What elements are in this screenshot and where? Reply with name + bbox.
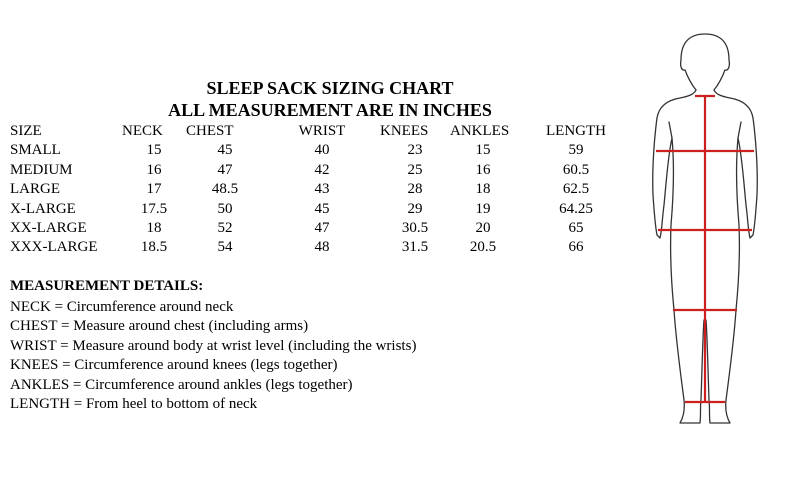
knees-cell: 31.5 [401, 239, 429, 256]
header-neck: NECK [122, 123, 163, 139]
neck-cell: 15 [146, 142, 162, 159]
length-cell: 64.25 [559, 200, 593, 217]
wrist-cell: 48 [314, 239, 330, 256]
header-ankles: ANKLES [450, 123, 510, 139]
size-cell: XX-LARGE [10, 220, 87, 237]
head-outline [681, 34, 730, 90]
size-cell: SMALL [10, 142, 61, 159]
detail-chest: CHEST = Measure around chest (including arms) [10, 318, 309, 335]
detail-wrist: WRIST = Measure around body at wrist level (including the wrists) [10, 337, 417, 354]
table-row [10, 238, 636, 257]
knees-cell: 28 [407, 181, 423, 198]
length-cell: 65 [568, 220, 584, 237]
detail-length: LENGTH = From heel to bottom of neck [10, 396, 258, 413]
arm-crease-left-outline [669, 122, 672, 138]
chest-cell: 54 [217, 239, 233, 256]
ankles-cell: 15 [475, 142, 491, 159]
neck-cell: 18.5 [140, 239, 168, 256]
neck-cell: 17 [146, 181, 162, 198]
details-list [10, 298, 416, 414]
knees-cell: 23 [407, 142, 423, 159]
table-row [10, 180, 636, 199]
chest-cell: 50 [217, 200, 233, 217]
header-size: SIZE [10, 123, 42, 139]
header-length: LENGTH [546, 123, 606, 139]
header-chest: CHEST [186, 123, 234, 139]
chest-cell: 45 [217, 142, 233, 159]
knees-cell: 30.5 [401, 220, 429, 237]
header-wrist: WRIST [298, 123, 346, 139]
ankles-cell: 20 [475, 220, 491, 237]
wrist-cell: 42 [314, 161, 330, 178]
neck-cell: 18 [146, 220, 162, 237]
table-row [10, 200, 636, 219]
chest-cell: 48.5 [211, 181, 239, 198]
detail-ankles: ANKLES = Circumference around ankles (legs together) [10, 376, 353, 393]
wrist-cell: 40 [314, 142, 330, 159]
body-figure [640, 30, 770, 430]
table-header-row [10, 122, 636, 141]
detail-knees: KNEES = Circumference around knees (legs together) [10, 357, 338, 374]
knees-cell: 25 [407, 161, 423, 178]
wrist-cell: 43 [314, 181, 330, 198]
header-knees: KNEES [380, 123, 429, 139]
size-cell: LARGE [10, 181, 60, 198]
length-cell: 59 [568, 142, 584, 159]
arm-crease-right-outline [738, 122, 741, 138]
chart-title: SLEEP SACK SIZING CHART [206, 78, 454, 98]
ankles-cell: 18 [475, 181, 491, 198]
size-cell: X-LARGE [10, 200, 76, 217]
wrist-cell: 47 [314, 220, 330, 237]
table-row [10, 219, 636, 238]
chest-cell: 47 [217, 161, 233, 178]
knees-cell: 29 [407, 200, 423, 217]
table-row [10, 141, 636, 160]
ankles-cell: 16 [475, 161, 491, 178]
wrist-cell: 45 [314, 200, 330, 217]
ankles-cell: 19 [475, 200, 491, 217]
chest-cell: 52 [217, 220, 233, 237]
neck-cell: 17.5 [140, 200, 168, 217]
length-cell: 60.5 [562, 161, 590, 178]
length-cell: 62.5 [562, 181, 590, 198]
detail-neck: NECK = Circumference around neck [10, 299, 234, 315]
table-row [10, 161, 636, 180]
details-heading: MEASUREMENT DETAILS: [10, 278, 204, 294]
neck-cell: 16 [146, 161, 162, 178]
size-cell: XXX-LARGE [10, 239, 98, 256]
length-cell: 66 [568, 239, 584, 256]
ankles-cell: 20.5 [469, 239, 497, 256]
sizing-table [10, 122, 636, 258]
size-cell: MEDIUM [10, 161, 73, 178]
chart-subtitle: ALL MEASUREMENT ARE IN INCHES [168, 100, 492, 120]
